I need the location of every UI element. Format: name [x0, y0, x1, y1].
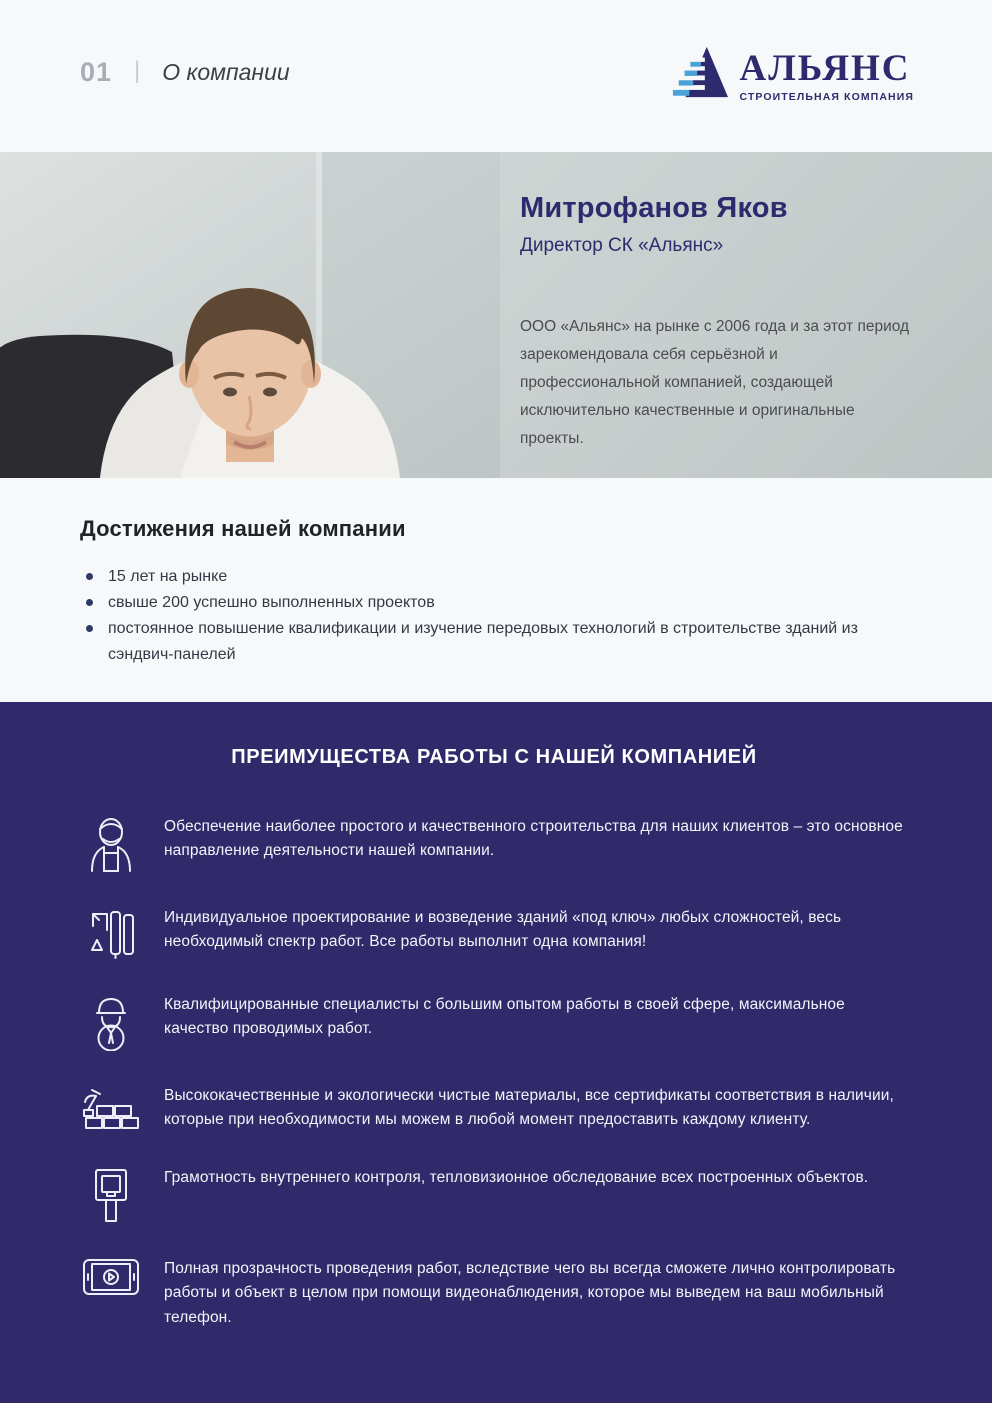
- achievement-item: постоянное повышение квалификации и изучение передовых технологий в строительстве зданий из сэндвич-панелей: [80, 616, 912, 668]
- page-header: [0, 0, 992, 152]
- page-number: 01: [80, 56, 113, 87]
- blueprint-icon: [82, 906, 140, 960]
- achievement-item: свыше 200 успешно выполненных проектов: [80, 590, 912, 616]
- breadcrumb: [80, 57, 290, 88]
- achievements-list: [80, 564, 912, 668]
- director-photo: [0, 152, 500, 478]
- advantage-text: Грамотность внутреннего контроля, тепловизионное обследование всех построенных объектов.: [164, 1168, 869, 1186]
- advantage-row: [82, 993, 906, 1051]
- person-name: Митрофанов Яков: [520, 192, 788, 224]
- advantages-section: [0, 702, 992, 1403]
- logo-tagline: СТРОИТЕЛЬНАЯ КОМПАНИЯ: [739, 90, 914, 103]
- advantage-text: Полная прозрачность проведения работ, вследствие чего вы всегда сможете лично контролировать работы и объект в целом при помощи видеонаблюдения, которое мы выведем на ваш мобильный телефон.: [164, 1259, 896, 1326]
- advantage-row: [82, 1166, 906, 1224]
- advantage-text: Обеспечение наиболее простого и качественного строительства для наших клиентов – это основное направление деятельности нашей компании.: [164, 818, 903, 860]
- logo-name: АЛЬЯНС: [739, 47, 911, 89]
- achievement-item: 15 лет на рынке: [80, 564, 912, 590]
- breadcrumb-divider: |: [134, 57, 141, 84]
- bricks-icon: [82, 1084, 140, 1132]
- advantage-text: Высококачественные и экологически чистые материалы, все сертификаты соответствия в наличии, которые при необходимости мы можем в любой момент предоставить каждому клиенту.: [164, 1087, 894, 1129]
- advantage-text: Индивидуальное проектирование и возведение зданий «под ключ» любых сложностей, весь необходимый спектр работ. Все работы выполнит одна компания!: [164, 909, 842, 951]
- specialist-icon: [82, 993, 140, 1051]
- advantage-text: Квалифицированные специалисты с большим опытом работы в своей сфере, максимальное качество проводимых работ.: [164, 996, 845, 1038]
- company-logo: [671, 44, 914, 103]
- company-description: ООО «Альянс» на рынке с 2006 года и за этот период зарекомендовала себя серьёзной и профессиональной компанией, создающей исключительно качественные и оригинальные проекты.: [520, 318, 910, 447]
- hero-text-block: [520, 192, 920, 452]
- advantage-row: [82, 1257, 906, 1330]
- achievements-section: [0, 478, 992, 702]
- thermal-camera-icon: [82, 1166, 140, 1224]
- pyramid-logo-icon: [671, 44, 729, 102]
- hero-section: [0, 152, 992, 478]
- worker-icon: [82, 815, 140, 873]
- person-title: Директор СК «Альянс»: [520, 235, 724, 256]
- page-title: О компании: [162, 58, 290, 85]
- smartphone-video-icon: [82, 1257, 140, 1297]
- advantage-row: [82, 815, 906, 873]
- achievements-title: Достижения нашей компании: [80, 516, 406, 541]
- advantage-row: [82, 906, 906, 960]
- logo-text: [739, 44, 914, 103]
- advantage-row: [82, 1084, 906, 1133]
- advantages-title: ПРЕИМУЩЕСТВА РАБОТЫ С НАШЕЙ КОМПАНИЕЙ: [231, 746, 757, 768]
